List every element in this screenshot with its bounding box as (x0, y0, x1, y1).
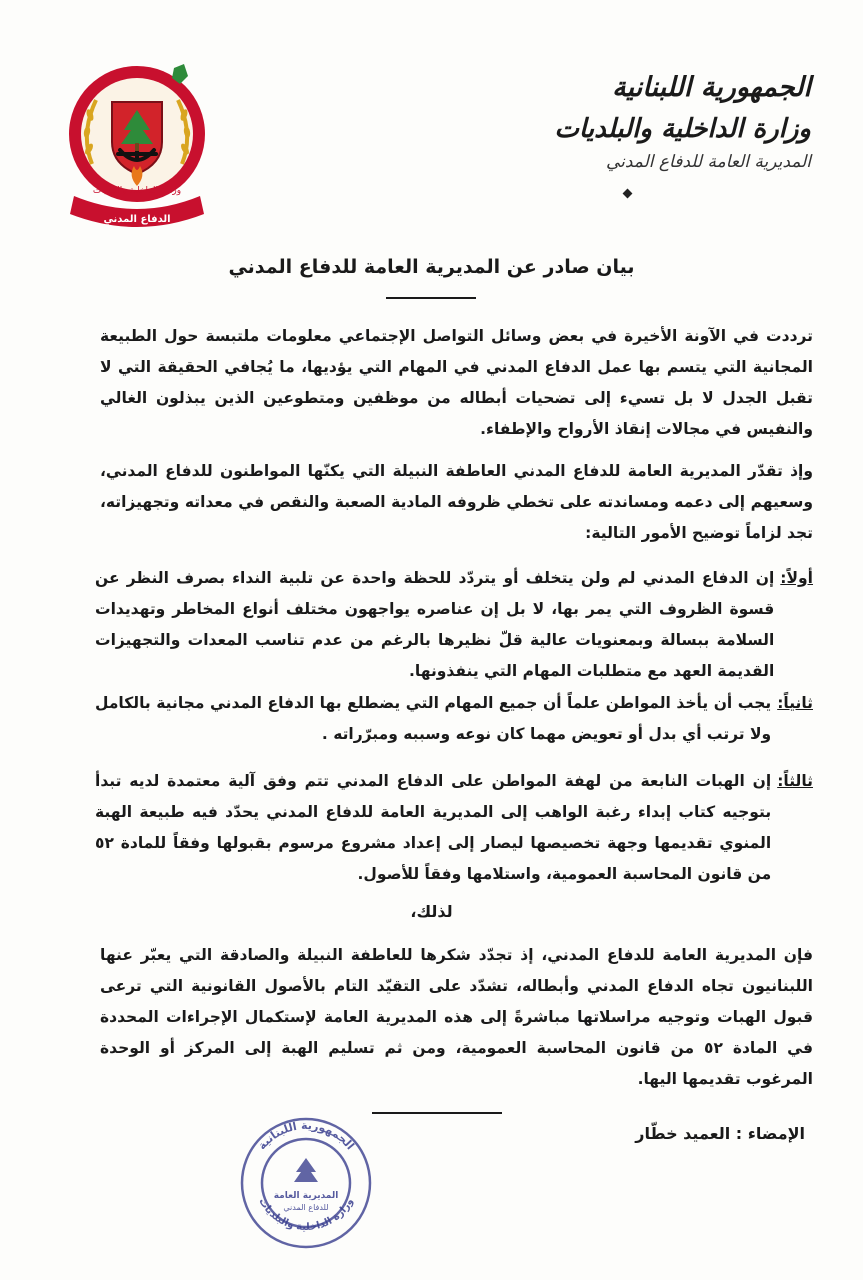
letterhead (491, 72, 811, 172)
list-item-text: إن الهبات النابعة من لهفة المواطن على الدفاع المدني تتم وفق آلية معتمدة لديه تبدأ بتوجيه كتاب إبداء رغبة الواهب إلى المديرية العامة للدفاع المدني يحدّد فيه طبيعة الهبة المنوي تقديمها وجهة تخصيصها ليصار إلى إعداد مشروع مرسوم بقبولها وفقاً للمادة ٥٢ من قانون المحاسبة العمومية، واستلامها وفقاً للأصول. (95, 772, 772, 883)
diamond-ornament (623, 189, 633, 199)
list-item-text: يجب أن يأخذ المواطن علماً أن جميع المهام التي يضطلع بها الدفاع المدني مجانية بالكامل ولا ترتب أي بدل أو تعويض مهما كان نوعه وسببه ومبرّراته . (95, 694, 772, 743)
stamp-bottom-text: وزارة الداخلية والبلديات (256, 1196, 356, 1234)
stamp-outer-text: الجمهورية اللبنانية (255, 1118, 357, 1153)
official-stamp (236, 1108, 376, 1258)
civil-defense-logo (62, 54, 212, 244)
signature-rule (372, 1112, 502, 1114)
svg-text:وزارة الداخلية والبلديات (256, 1196, 355, 1233)
list-item-label: ثانياً: (777, 694, 813, 712)
list-item (95, 688, 813, 750)
logo-arc-text: وزارة الداخلية والبلديات (92, 186, 182, 196)
letterhead-ministry: وزارة الداخلية والبلديات (554, 114, 811, 145)
title-underline (386, 297, 476, 299)
letterhead-republic: الجمهورية اللبنانية (612, 72, 811, 103)
paragraph-conclusion: فإن المديرية العامة للدفاع المدني، إذ تجدّد شكرها للعاطفة النبيلة والصادقة التي يعبّر عنها اللبنانيون تجاه الدفاع المدني وأبطاله، تشدّد على التقيّد التام بالأصول القانونية التي ترعى قبول الهبات وتوجيه مراسلاتها مباشرةً إلى هذه المديرية العامة لإستكمال الإجراءات المحددة في المادة ٥٢ من قانون المحاسبة العمومية، ومن ثم تسليم الهبة إلى المركز أو الوحدة المرغوب تقديمها اليها. (100, 946, 813, 1088)
document-title: بيان صادر عن المديرية العامة للدفاع المدني (228, 256, 635, 278)
list-item (95, 766, 813, 890)
signature-line: الإمضاء : العميد خطّار (635, 1124, 805, 1143)
letterhead-directorate: المديرية العامة للدفاع المدني (605, 151, 811, 172)
list-item (95, 563, 813, 687)
cedar-icon (294, 1158, 318, 1182)
list-item-label: ثالثاً: (777, 772, 813, 790)
list-item-label: أولاً: (780, 569, 813, 587)
svg-text:الجمهورية اللبنانية (255, 1119, 356, 1152)
stamp-inner-line2: للدفاع المدني (283, 1203, 329, 1212)
logo-banner-text: الدفاع المدني (103, 214, 171, 225)
closing-heading: لذلك، (410, 902, 453, 921)
paragraph-appreciation: وإذ تقدّر المديرية العامة للدفاع المدني العاطفة النبيلة التي يكنّها المواطنون للدفاع المدني، وسعيهم إلى دعمه ومساندته على تخطي ظروفه المادية الصعبة والنقص في معداته وتجهيزاته، تجد لزاماً توضيح الأمور التالية: (100, 462, 813, 542)
paragraph-intro: ترددت في الآونة الأخيرة في بعض وسائل التواصل الإجتماعي معلومات ملتبسة حول الطبيعة المجانية التي يتسم بها عمل الدفاع المدني في المهام التي يؤديها، ما يُجافي الحقيقة التي لا تقبل الجدل لا بل تسيء إلى تضحيات أبطاله من موظفين ومتطوعين الذين يبذلون الغالي والنفيس في مجالات إنقاذ الأرواح والإطفاء. (100, 327, 813, 438)
stamp-inner-line1: المديرية العامة (273, 1191, 339, 1201)
list-item-text: إن الدفاع المدني لم ولن يتخلف أو يتردّد للحظة واحدة عن تلبية النداء بصرف النظر عن قسوة الظروف التي يمر بها، لا بل إن عناصره يواجهون مختلف أنواع المخاطر وتهديدات السلامة ببسالة وبمعنويات عالية قلّ نظيرها بالرغم من عدم تناسب المعدات والتجهيزات القديمة العهد مع متطلبات المهام التي ينفذونها. (95, 569, 775, 680)
